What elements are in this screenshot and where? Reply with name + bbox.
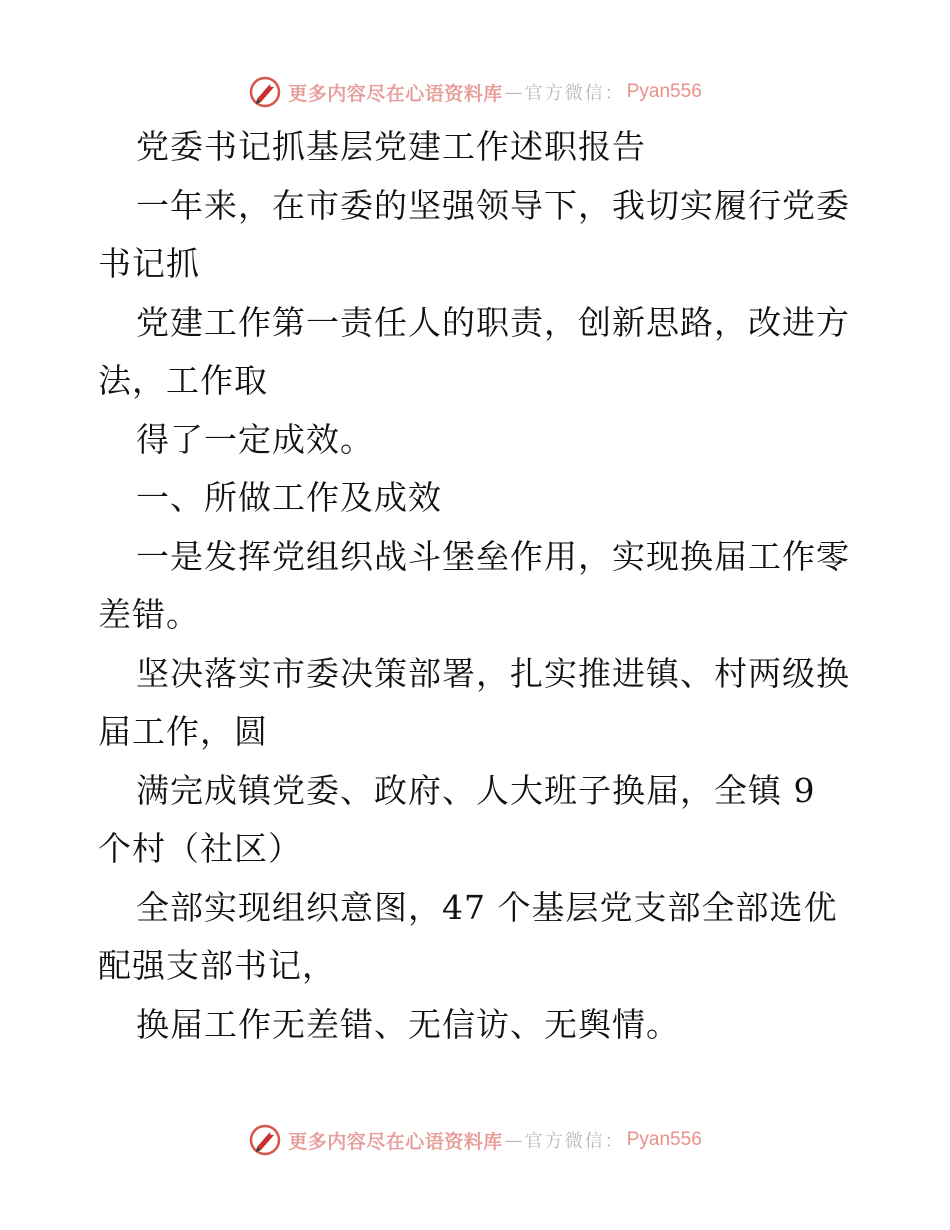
header-wechat-label: 官方微信：: [524, 83, 625, 104]
paragraph: 换届工作无差错、无信访、无舆情。: [136, 1004, 680, 1044]
brand-logo-icon: [248, 1123, 282, 1157]
section-heading: 一、所做工作及成效: [136, 478, 442, 517]
footer-wechat-label: 官方微信：: [524, 1131, 625, 1152]
footer-brand: 更多内容尽在心语资料库: [288, 1130, 503, 1153]
paragraph: 一年来，在市委的坚强领导下，我切实履行党委书记抓: [98, 185, 850, 283]
footer-banner-text: [288, 1127, 702, 1154]
footer-wechat-id: Pyan556: [626, 1129, 702, 1150]
document-title: 党委书记抓基层党建工作述职报告: [136, 127, 646, 166]
document-body: [98, 118, 858, 1054]
paragraph: 全部实现组织意图，47 个基层党支部全部选优配强支部书记，: [98, 887, 838, 985]
header-separator: —: [504, 81, 523, 103]
paragraph: 党建工作第一责任人的职责，创新思路，改进方法，工作取: [98, 302, 850, 400]
paragraph: 一是发挥党组织战斗堡垒作用，实现换届工作零差错。: [98, 536, 850, 634]
header-banner-text: [288, 79, 702, 106]
footer-banner: [0, 1118, 950, 1162]
paragraph: 得了一定成效。: [136, 419, 374, 459]
header-wechat-id: Pyan556: [626, 81, 702, 102]
paragraph: 满完成镇党委、政府、人大班子换届，全镇 9 个村（社区）: [98, 770, 816, 868]
paragraph: 坚决落实市委决策部署，扎实推进镇、村两级换届工作，圆: [98, 653, 850, 751]
header-banner: [0, 70, 950, 114]
footer-separator: —: [504, 1129, 523, 1151]
header-brand: 更多内容尽在心语资料库: [288, 82, 503, 105]
brand-logo-icon: [248, 75, 282, 109]
